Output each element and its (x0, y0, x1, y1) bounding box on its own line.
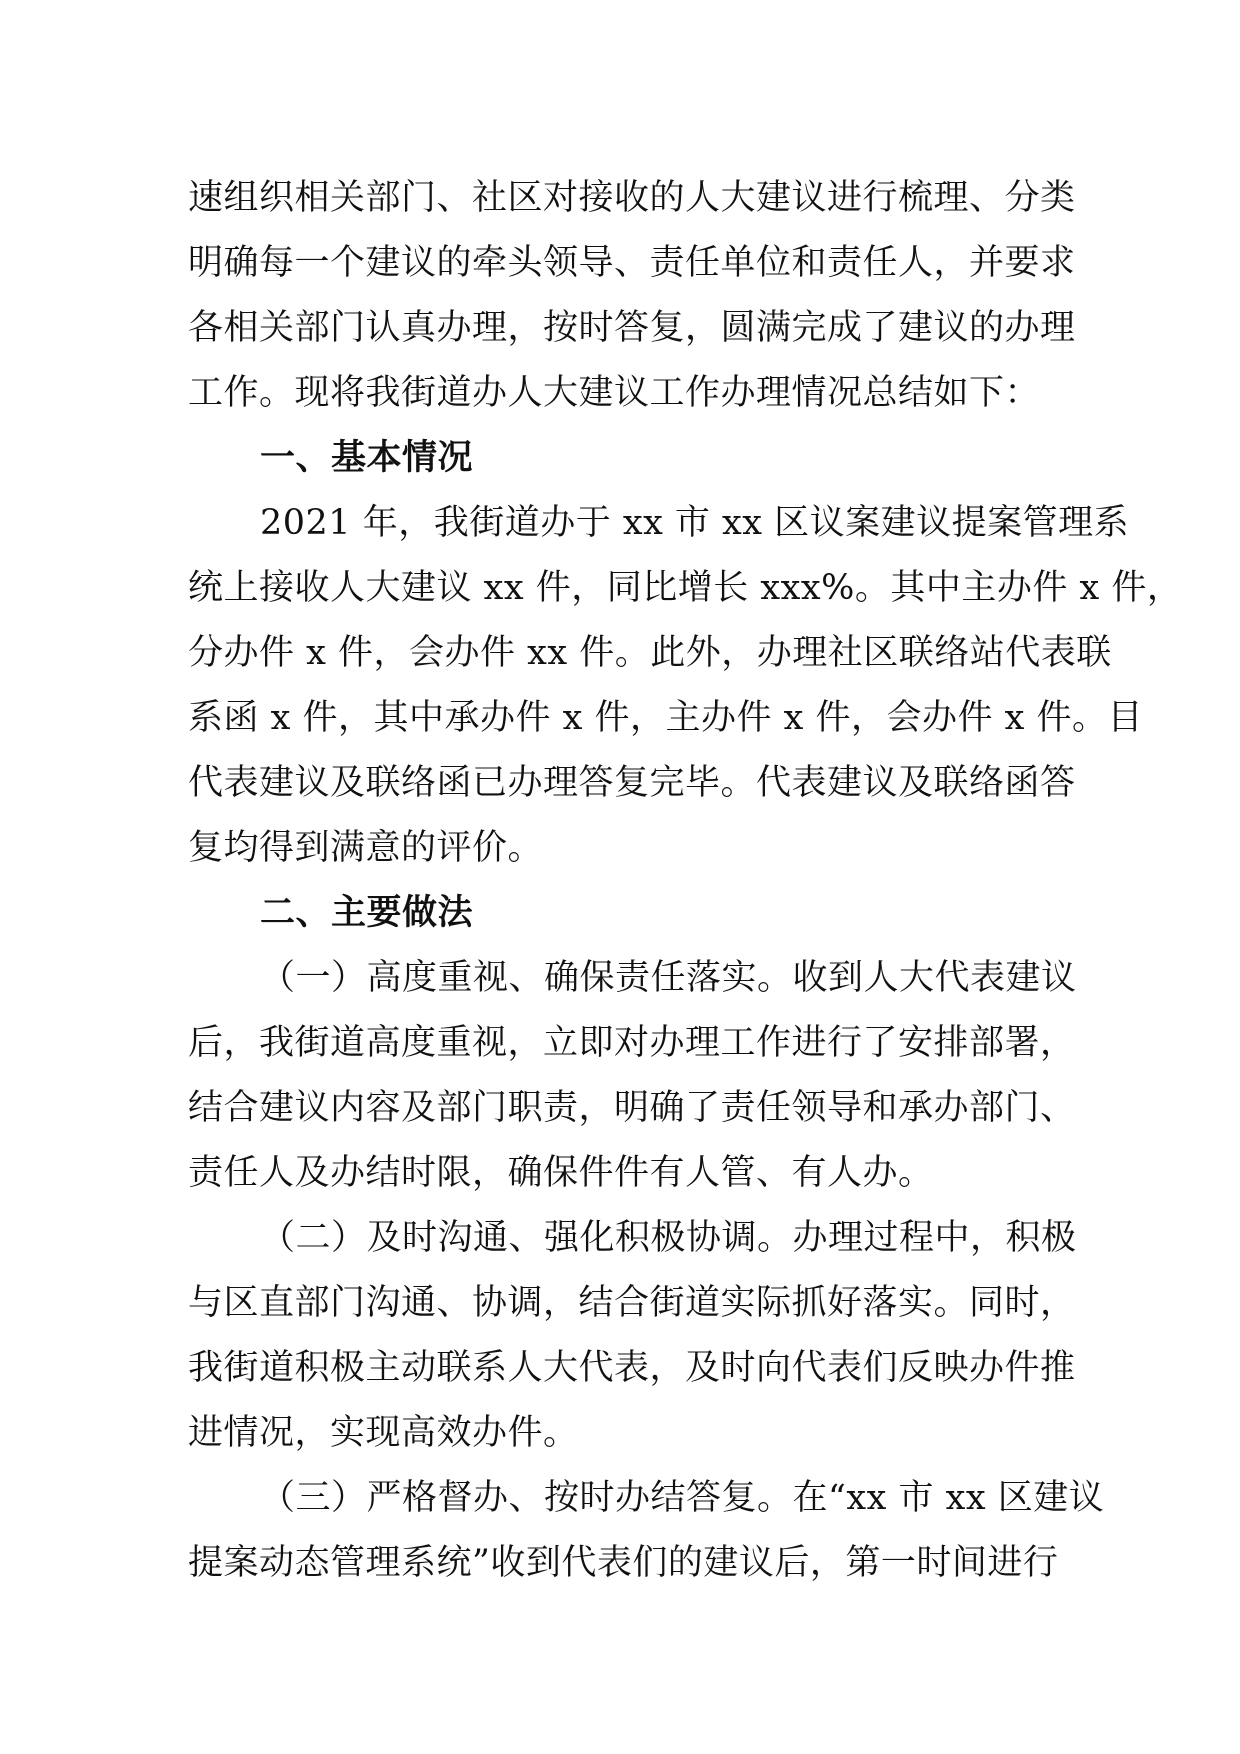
text-line: 工作。现将我街道办人大建议工作办理情况总结如下： (188, 373, 1041, 413)
text-line: 我街道积极主动联系人大代表，及时向代表们反映办件推 (188, 1348, 1076, 1388)
text-line: 2021 年，我街道办于 xx 市 xx 区议案建议提案管理系 (260, 503, 1130, 543)
text-line: 明确每一个建议的牵头领导、责任单位和责任人，并要求 (188, 243, 1076, 283)
text-line: （一）高度重视、确保责任落实。收到人大代表建议 (260, 958, 1077, 998)
text-line: （三）严格督办、按时办结答复。在“xx 市 xx 区建议 (260, 1478, 1105, 1518)
section-heading: 二、主要做法 (260, 893, 474, 933)
text-line: 系函 x 件，其中承办件 x 件，主办件 x 件，会办件 x 件。目 (188, 698, 1143, 738)
text-line: 提案动态管理系统”收到代表们的建议后，第一时间进行 (188, 1543, 1059, 1583)
text-line: （二）及时沟通、强化积极协调。办理过程中，积极 (260, 1218, 1077, 1258)
text-line: 速组织相关部门、社区对接收的人大建议进行梳理、分类 (188, 178, 1076, 218)
text-line: 代表建议及联络函已办理答复完毕。代表建议及联络函答 (188, 763, 1076, 803)
text-line: 统上接收人大建议 xx 件，同比增长 xxx%。其中主办件 x 件， (188, 568, 1183, 608)
text-line: 复均得到满意的评价。 (188, 828, 544, 868)
text-line: 分办件 x 件，会办件 xx 件。此外，办理社区联络站代表联 (188, 633, 1112, 673)
text-line: 结合建议内容及部门职责，明确了责任领导和承办部门、 (188, 1088, 1076, 1128)
text-line: 后，我街道高度重视，立即对办理工作进行了安排部署， (188, 1023, 1076, 1063)
text-line: 与区直部门沟通、协调，结合街道实际抓好落实。同时， (188, 1283, 1076, 1323)
section-heading: 一、基本情况 (260, 438, 474, 478)
text-line: 责任人及办结时限，确保件件有人管、有人办。 (188, 1153, 934, 1193)
document-body (188, 166, 1183, 1596)
text-line: 进情况，实现高效办件。 (188, 1413, 579, 1453)
text-line: 各相关部门认真办理，按时答复，圆满完成了建议的办理 (188, 308, 1076, 348)
